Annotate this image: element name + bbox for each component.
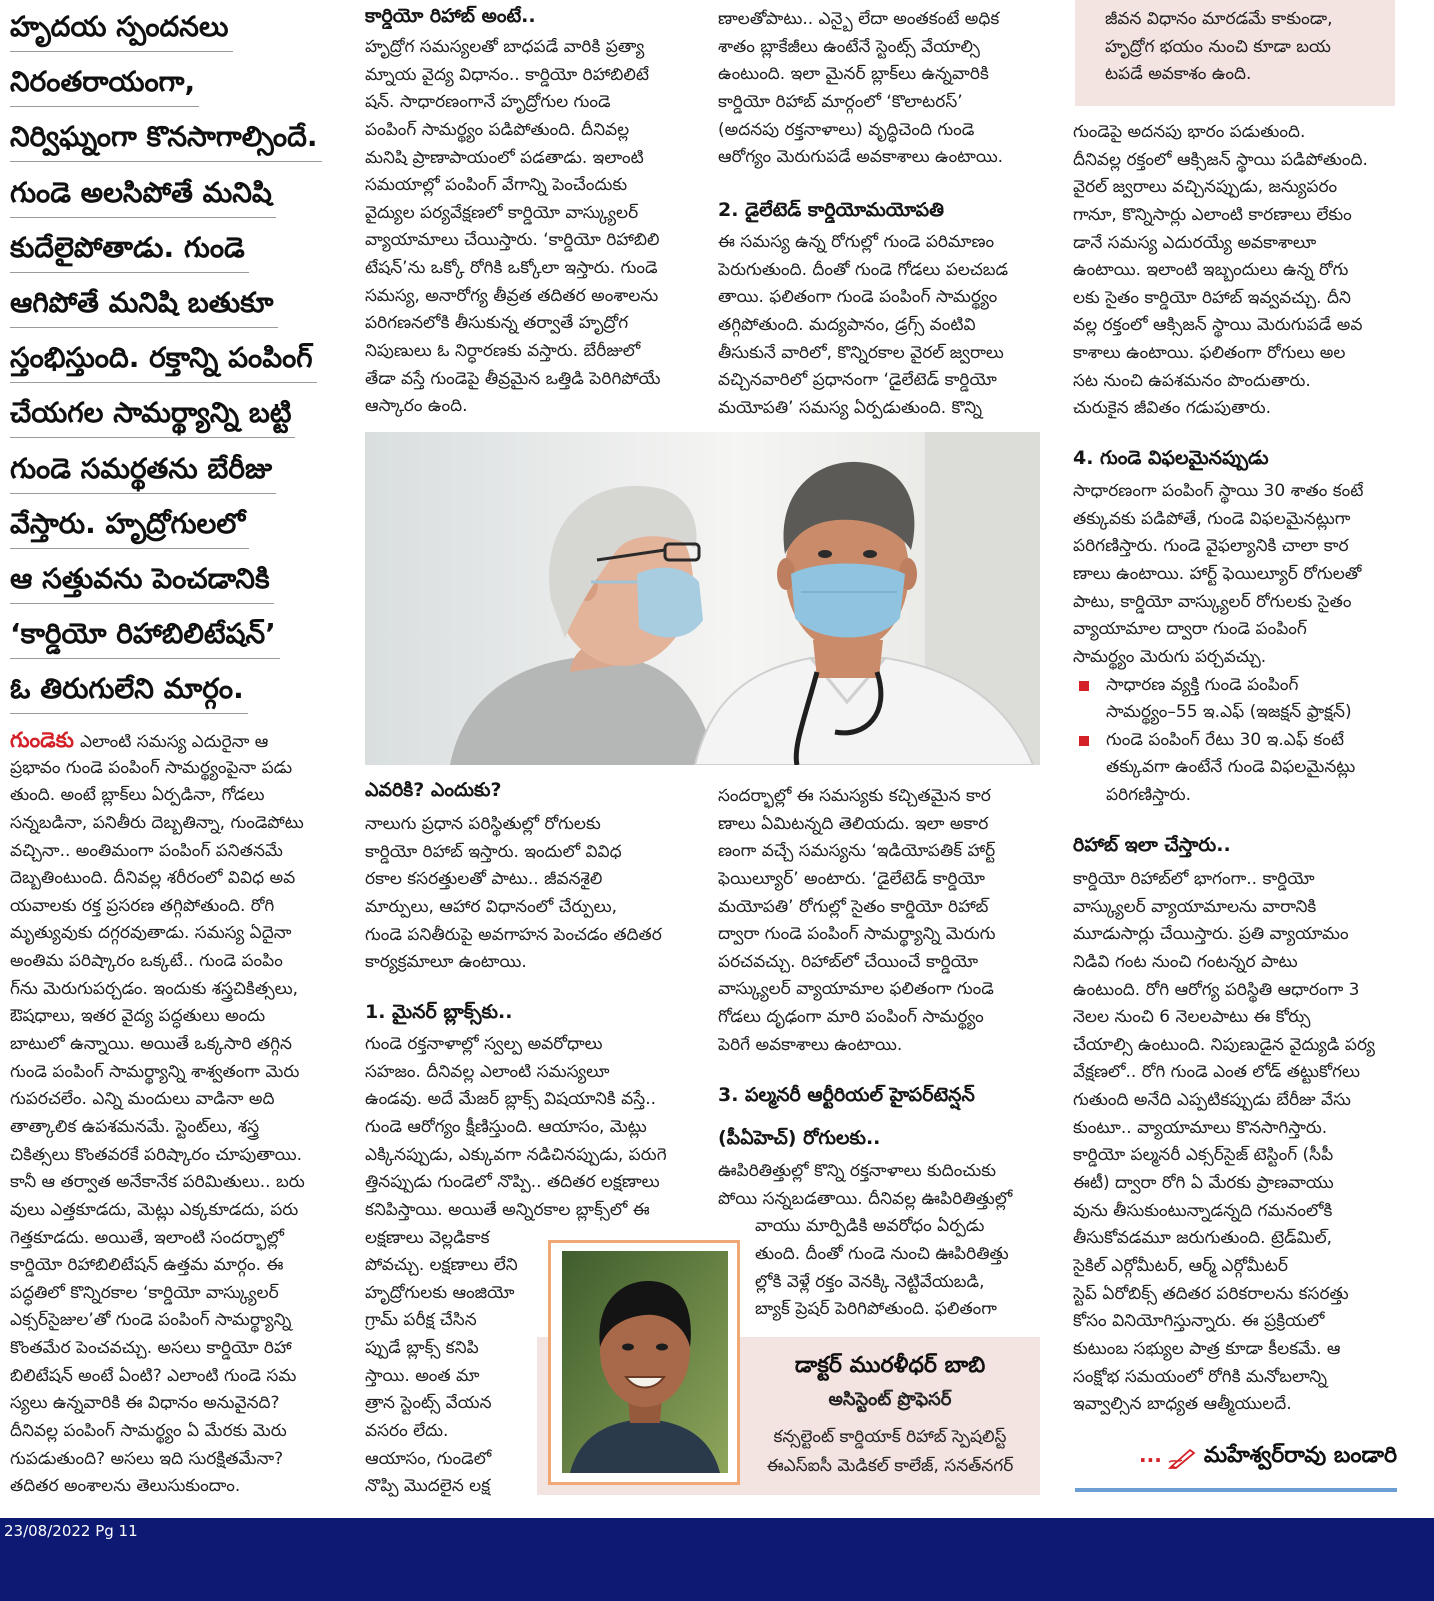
text-line: గుండె పనితీరుపై అవగాహన పెంచడం తదితర: [365, 924, 662, 945]
text-line: పెరిగే అవకాశాలు ఉంటాయి.: [718, 1034, 903, 1055]
text-line: గోడలు దృఢంగా మారి పంపింగ్ సామర్థ్యం: [718, 1007, 984, 1028]
text-line: సైకిల్ ఎర్గోమీటర్, ఆర్మ్ ఎర్గోమీటర్: [1073, 1255, 1288, 1276]
text-line: డానే సమస్య ఎదురయ్యే అవకాశాలూ: [1073, 232, 1317, 253]
portrait-eye-left: [622, 1344, 634, 1351]
text-line: కొంతమేర పెంచవచ్చు. అసలు కార్డియో రిహా: [10, 1338, 292, 1359]
text-line: ఆయాసం, గుండెలో: [365, 1448, 492, 1469]
text-line: తాయి. ఫలితంగా గుండె పంపింగ్ సామర్థ్యం: [718, 287, 998, 308]
text-line: దెబ్బతింటుంది. దీనివల్ల శరీరంలో వివిధ అవ: [10, 868, 296, 889]
section-heading-how-rehab: రిహాబ్ ఇలా చేస్తారు..: [1073, 834, 1231, 856]
portrait-eye-right: [656, 1344, 668, 1351]
byline-prefix: ...: [1139, 1443, 1162, 1467]
what-is-body: [365, 34, 691, 421]
dcm-body: [718, 229, 1044, 422]
sidebar-box: [1075, 0, 1395, 106]
text-line: ఉంటాయి. ఇలాంటి ఇబ్బందులు ఉన్న రోగు: [1073, 260, 1349, 281]
text-line: మయోపతి’ రోగుల్లో సైతం కార్డియో రిహాబ్: [718, 896, 989, 917]
text-line: పోవచ్చు. లక్షణాలు లేని: [365, 1255, 518, 1276]
text-line: కనిపిస్తాయి. అయితే అన్నిరకాల బ్లాక్స్‌లో ఈ: [365, 1199, 650, 1220]
text-line: తీసుకోవడమూ జరుగుతుంది. ట్రెడ్‌మిల్,: [1073, 1228, 1333, 1249]
text-line: పద్ధతిలో కొన్నిరకాల ‘కార్డియో వాస్క్యులర్: [10, 1282, 279, 1303]
text-line: ఉండవు. అదే మేజర్ బ్లాక్స్ విషయానికి వస్తే..: [365, 1089, 657, 1110]
text-line: పంపింగ్ సామర్థ్యం పడిపోతుంది. దీనివల్ల: [365, 119, 630, 140]
text-line: తీసుకునే వారిలో, కొన్నిరకాల వైరల్ జ్వరాలు: [718, 342, 1004, 363]
text-line: వైద్యుల పర్యవేక్షణలో కార్డియో వాస్క్యులర్: [365, 202, 639, 223]
headline-line: హృదయ స్పందనలు: [10, 7, 233, 52]
text-line: మృత్యువుకు దగ్గరవుతాడు. సమస్య ఏదైనా: [10, 923, 292, 944]
bullet-line: తక్కువగా ఉంటేనే గుండె విఫలమైనట్లు: [1106, 757, 1356, 778]
text-line: నిపుణులు ఓ నిర్ధారణకు వస్తారు. బేరీజులో: [365, 341, 641, 362]
text-line: గుపరచలేం. ఎన్ని మందులు వాడినా అది: [10, 1089, 275, 1110]
text-line: పరచవచ్చు. రిహాబ్‌లో చేయించే కార్డియో: [718, 951, 979, 972]
headline-line: నిర్విఘ్నంగా కొనసాగాల్సిందే.: [10, 117, 322, 162]
heart-failure-bullets: [1073, 672, 1397, 810]
text-line: గుపడుతుంది? అసలు ఇది సురక్షితమేనా?: [10, 1448, 284, 1469]
doctor-eye-right: [863, 550, 877, 558]
text-line: అంతిమ పరిష్కారం ఒక్కటే.. గుండె పంపిం: [10, 951, 283, 972]
doctor-eye-left: [818, 550, 832, 558]
text-line: జీవన విధానం మారడమే కాకుండా,: [1105, 9, 1333, 29]
text-line: తగ్గిపోతుంది. మద్యపానం, డ్రగ్స్ వంటివి: [718, 314, 976, 335]
text-line: గుండె ఆరోగ్యం క్షీణిస్తుంది. ఆయాసం, మెట్లు: [365, 1116, 647, 1137]
heart-failure-body: [1073, 478, 1397, 671]
text-line: సహజం. దీనివల్ల ఎలాంటి సమస్యలూ: [365, 1061, 610, 1082]
text-line: కానీ ఆ తర్వాత అనేకానేక పరిమితులు.. బరు: [10, 1172, 305, 1193]
byline: [1139, 1440, 1397, 1470]
pen-icon: [1168, 1447, 1198, 1469]
text-line: ఫెయిల్యూర్’ అంటారు. ‘డైలేటెడ్ కార్డియో: [718, 868, 985, 889]
text-line: వచ్చినా.. అంతిమంగా పంపింగ్ పనితనమే: [10, 840, 283, 861]
text-line: కుటుంబ సభ్యుల పాత్ర కూడా కీలకమే. ఆ: [1073, 1338, 1341, 1359]
text-line: సామర్థ్యం మెరుగు పర్చవచ్చు.: [1073, 646, 1267, 667]
byline-name: మహేశ్వర్‌రావు బండారి: [1203, 1443, 1397, 1468]
text-line: ఉంటుంది. రోగి ఆరోగ్య పరిస్థితి ఆధారంగా 3: [1073, 979, 1360, 1000]
patient-mask: [637, 568, 703, 638]
section-heading-what-is: కార్డియో రిహాబ్ అంటే..: [365, 5, 536, 27]
text-line: బిలిటేషన్ అంటే ఏంటి? ఎలాంటి గుండె సమ: [10, 1365, 297, 1386]
pah-body-indented: [718, 1213, 1044, 1324]
intro-headline: [10, 7, 332, 724]
text-line: ణంగా వచ్చే సమస్యను ‘ఇడియోపతిక్ హార్ట్: [718, 841, 996, 862]
how-rehab-body: [1073, 866, 1397, 1419]
text-line: తక్కువకు పడిపోతే, గుండె విఫలమైనట్లుగా: [1073, 508, 1351, 529]
text-line: వాయు మార్పిడికి అవరోధం ఏర్పడు: [755, 1216, 985, 1237]
text-line: శాతం బ్లాకేజీలు ఉంటేనే స్టెంట్స్ వేయాల్సి: [718, 36, 980, 57]
doctor-mask: [791, 564, 905, 638]
text-line: మయోపతి’ సమస్య ఏర్పడుతుంది. కొన్ని: [718, 397, 982, 418]
text-line: ణాలు ఏమిటన్నది తెలియదు. ఇలా అకార: [718, 813, 989, 834]
text-line: చికిత్సలు కొంతవరకే పరిష్కారం చూపుతాయి.: [10, 1144, 303, 1165]
lead-line: [10, 727, 332, 755]
text-line: తాత్కాలిక ఉపశమనమే. స్టెంట్‌లు, శస్త్ర: [10, 1116, 260, 1137]
headline-line: కుదేలైపోతాడు. గుండె: [10, 228, 249, 273]
text-line: హృద్రోగులకు ఆంజియో: [365, 1282, 515, 1303]
text-line: కార్డియో రిహాబ్ ఇస్తారు. ఇందులో వివిధ: [365, 841, 622, 862]
text-line: యవాలకు రక్త ప్రసరణ తగ్గిపోతుంది. రోగి: [10, 895, 275, 916]
footer-bar: [0, 1518, 1434, 1601]
text-line: త్రాన స్టెంట్స్ వేయన: [365, 1393, 492, 1414]
text-line: సమయాల్లో పంపింగ్ వేగాన్ని పెంచేందుకు: [365, 175, 628, 196]
text-line: పోయి సన్నబడతాయి. దీనివల్ల ఊపిరితిత్తుల్లో: [718, 1188, 1013, 1209]
doctor-patient-photo: [365, 432, 1040, 765]
text-line: వసరం లేదు.: [365, 1420, 449, 1441]
text-line: నొప్పి మొదలైన లక్ష: [365, 1476, 491, 1497]
text-line: గానూ, కొన్నిసార్లు ఎలాంటి కారణాలు లేకుం: [1073, 204, 1352, 225]
bullet-line: గుండె పంపింగ్ రేటు 30 ఇ.ఎఫ్ కంటే: [1106, 729, 1344, 750]
text-line: పాటు, కార్డియో వాస్క్యులర్ రోగులకు సైతం: [1073, 591, 1352, 612]
byline-rule: [1075, 1488, 1397, 1492]
lead-rest: ఎలాంటి సమస్య ఎదురైనా ఆ: [79, 732, 269, 752]
text-line: మూడుసార్లు చేయిస్తారు. ప్రతి వ్యాయామం: [1073, 924, 1349, 945]
text-line: కార్డియో రిహాబిలిటేషన్ ఉత్తమ మార్గం. ఈ: [10, 1255, 284, 1276]
minor-blocks-continued: [718, 6, 1044, 172]
text-line: నెలల నుంచి 6 నెలలపాటు ఈ కోర్సు: [1073, 1007, 1311, 1028]
who-body: [365, 811, 691, 977]
text-line: (అదనపు రక్తనాళాలు) వృద్ధిచెంది గుండె: [718, 119, 975, 140]
expert-portrait: [548, 1240, 740, 1485]
section-heading-heart-failure: 4. గుండె విఫలమైనప్పుడు: [1073, 447, 1269, 469]
text-line: మార్పులు, ఆహార విధానంలో చేర్పులు,: [365, 896, 617, 917]
text-line: నాలుగు ప్రధాన పరిస్థితుల్లో రోగులకు: [365, 814, 601, 834]
text-line: దీనివల్ల రక్తంలో ఆక్సిజన్ స్థాయి పడిపోతుంది.: [1073, 149, 1368, 170]
text-line: కాశాలు ఉంటాయి. ఫలితంగా రోగులు అల: [1073, 343, 1346, 364]
text-line: కుంటూ.. వ్యాయామాలు కొనసాగిస్తారు.: [1073, 1117, 1328, 1138]
headline-line: ఓ తిరుగులేని మార్గం.: [10, 669, 248, 714]
text-line: వ్యాయామాలు చేయిస్తారు. ‘కార్డియో రిహాబిలి: [365, 230, 660, 251]
text-line: మనిషి ప్రాణాపాయంలో పడతాడు. ఇలాంటి: [365, 147, 644, 168]
text-line: వైరల్ జ్వరాలు వచ్చినప్పుడు, జన్యుపరం: [1073, 177, 1338, 198]
minor-blocks-body: [365, 1031, 691, 1224]
text-line: కార్డియో రిహాబ్ మార్గంలో ‘కొలాటరస్’: [718, 91, 963, 112]
text-line: స్యలు ఉన్నవారికి ఈ విధానం అనువైనది?: [10, 1393, 280, 1414]
intro-body-lines: [10, 755, 332, 1501]
text-line: ఎక్సర్‌సైజుల’తో గుండె పంపింగ్ సామర్థ్యాన్ని: [10, 1310, 292, 1331]
pen-icon-body: [1172, 1450, 1194, 1468]
expert-name: డాక్టర్ మురళీధర్ బాబి: [794, 1353, 986, 1378]
bullet-line: పరిగణిస్తారు.: [1106, 785, 1192, 806]
minor-blocks-body-narrow: [365, 1225, 537, 1501]
text-line: త్తినప్పుడు గుండెలో నొప్పి.. తదితర లక్షణాలు: [365, 1172, 660, 1193]
text-line: ద్వారా గుండె పంపింగ్ సామర్థ్యాన్ని మెరుగు: [718, 924, 996, 945]
text-line: సన్నబడినా, పనితీరు దెబ్బతిన్నా, గుండెపోటు: [10, 812, 304, 833]
sidebar-box-text: [1105, 6, 1391, 89]
text-line: ఆస్కారం ఉంది.: [365, 396, 468, 417]
text-line: వును తీసుకుంటున్నాడన్నది గమనంలోకి: [1073, 1200, 1333, 1221]
text-line: నిడివి గంట నుంచి గంటన్నర పాటు: [1073, 951, 1298, 972]
text-line: సట నుంచి ఉపశమనం పొందుతారు.: [1073, 370, 1311, 391]
text-line: ఈ సమస్య ఉన్న రోగుల్లో గుండె పరిమాణం: [718, 232, 995, 252]
text-line: గుతుంది అనేది ఎప్పటికప్పుడు బేరీజు వేసు: [1073, 1090, 1351, 1111]
pah-body: [718, 1158, 1044, 1213]
bullet-text: [1106, 672, 1397, 727]
column-4: [1073, 0, 1397, 1510]
text-line: స్టెప్ ఏరోబిక్స్ తదితర పరికరాలను కసరత్తు: [1073, 1283, 1349, 1304]
doctor-patient-illustration: [365, 432, 1040, 765]
text-line: గ్‌ను మెరుగుపర్చడం. ఇందుకు శస్త్రచికిత్సలు,: [10, 978, 299, 999]
intro-body: [10, 727, 332, 1501]
text-line: గెత్తకూడదు. అయితే, ఇలాంటి సందర్భాల్లో: [10, 1227, 284, 1248]
bullet-marker: [1079, 681, 1089, 691]
text-line: ప్రభావం గుండె పంపింగ్ సామర్థ్యంపైనా పడు: [10, 757, 293, 778]
text-line: కార్డియో రిహాబ్‌లో భాగంగా.. కార్డియో: [1073, 869, 1315, 889]
bullet-marker: [1079, 736, 1089, 746]
bullet-item: [1073, 727, 1397, 810]
headline-line: ‘కార్డియో రిహాబిలిటేషన్’: [10, 614, 280, 659]
pah-heading-line: (పీఏహెచ్) రోగులకు..: [718, 1127, 881, 1149]
headline-line: గుండె అలసిపోతే మనిషి: [10, 173, 276, 218]
column-1: [10, 0, 332, 1510]
section-heading-minor-blocks: 1. మైనర్ బ్లాక్స్‌కు..: [365, 1001, 513, 1023]
lead-word: గుండెకు: [10, 728, 74, 752]
pah-heading-line: 3. పల్మనరీ ఆర్టీరియల్ హైపర్‌టెన్షన్: [718, 1084, 975, 1106]
headline-line: ఆ సత్తువను పెంచడానికి: [10, 559, 274, 604]
text-line: గుండె పంపింగ్ సామర్థ్యాన్ని శాశ్వతంగా మెరు: [10, 1061, 300, 1082]
expert-title: అసిస్టెంట్ ప్రొఫెసర్: [828, 1389, 952, 1410]
text-line: సమస్య, అనారోగ్య తీవ్రత తదితర అంశాలను: [365, 285, 659, 306]
text-line: కార్యక్రమాలూ ఉంటాయి.: [365, 952, 527, 973]
text-line: ఊపిరితిత్తుల్లో కొన్ని రక్తనాళాలు కుదించుకు: [718, 1161, 996, 1181]
text-line: వల్ల రక్తంలో ఆక్సిజన్ స్థాయి మెరుగుపడే అవ: [1073, 315, 1363, 336]
text-line: తేడా వస్తే గుండెపై తీవ్రమైన ఒత్తిడి పెరిగిపోయే: [365, 368, 661, 389]
text-line: ఎక్కినప్పుడు, ఎక్కువగా నడిచినప్పుడు, పరుగె: [365, 1144, 667, 1165]
text-line: హృద్రోగ సమస్యలతో బాధపడే వారికి ప్రత్యా: [365, 37, 645, 57]
text-line: వులు ఎత్తకూడదు, మెట్లు ఎక్కకూడదు, పరు: [10, 1199, 299, 1220]
bullet-line: సాధారణ వ్యక్తి గుండె పంపింగ్: [1106, 674, 1299, 695]
text-line: ణాలు ఉంటాయి. హార్ట్ ఫెయిల్యూర్ రోగులతో: [1073, 563, 1362, 584]
text-line: టపడే అవకాశం ఉంది.: [1105, 64, 1252, 85]
text-line: తదితర అంశాలను తెలుసుకుందాం.: [10, 1476, 241, 1497]
text-line: సందర్భాల్లో ఈ సమస్యకు కచ్చితమైన కార: [718, 786, 991, 806]
text-line: చేయాల్సి ఉంటుంది. నిపుణుడైన వైద్యుడి పర్య: [1073, 1034, 1375, 1055]
section-heading-pah: [718, 1074, 1044, 1160]
text-line: గ్రామ్ పరీక్ష చేసిన: [365, 1310, 477, 1331]
text-line: తుంది. దీంతో గుండె నుంచి ఊపిరితిత్తు: [755, 1243, 1009, 1264]
bullet-line: సామర్థ్యం–55 ఇ.ఎఫ్ (ఇజక్షన్ ఫ్రాక్షన్): [1106, 702, 1352, 723]
headline-line: గుండె సమర్థతను బేరీజు: [10, 449, 276, 494]
text-line: సంక్షోభ సమయంలో రోగికి మనోబలాన్ని: [1073, 1366, 1327, 1387]
date-page-label: 23/08/2022 Pg 11: [4, 1522, 138, 1540]
text-line: వాస్క్యులర్ వ్యాయామాల ఫలితంగా గుండె: [718, 979, 994, 1000]
text-line: బాటులో ఉన్నాయి. అయితే ఒక్కసారి తగ్గిన: [10, 1034, 292, 1055]
dcm-body-continued: [718, 783, 1044, 1059]
text-line: చురుకైన జీవితం గడుపుతారు.: [1073, 398, 1272, 419]
text-line: ఉంటుంది. ఇలా మైనర్ బ్లాక్‌లు ఉన్నవారికి: [718, 64, 989, 85]
text-line: టేషన్’ను ఒక్కో రోగికి ఒక్కోలా ఇస్తారు. గుండె: [365, 258, 658, 279]
expert-role: కన్సల్టెంట్ కార్డియాక్ రిహాబ్ స్పెషలిస్ట్: [773, 1427, 1007, 1447]
headline-line: వేస్తారు. హృద్రోగులలో: [10, 504, 249, 549]
text-line: కార్డియో పల్మనరీ ఎక్సర్‌సైజ్ టెస్టింగ్ (సీపీ: [1073, 1145, 1334, 1166]
text-line: వ్యాయామాల ద్వారా గుండె పంపింగ్: [1073, 619, 1307, 640]
text-line: గుండెపై అదనపు భారం పడుతుంది.: [1073, 122, 1306, 142]
text-line: స్తాయి. అంత మా: [365, 1365, 480, 1386]
text-line: ఈటీ) ద్వారా రోగి ఏ మేరకు ప్రాణవాయు: [1073, 1173, 1334, 1194]
text-line: సాధారణంగా పంపింగ్ స్థాయి 30 శాతం కంటే: [1073, 481, 1364, 501]
text-line: ఔషధాలు, ఇతర వైద్య పద్ధతులు అందు: [10, 1006, 266, 1027]
text-line: వేక్షణలో.. రోగి గుండె ఎంత లోడ్ తట్టుకోగలు: [1073, 1062, 1360, 1083]
text-line: షన్. సాధారణంగానే హృద్రోగుల గుండె: [365, 92, 611, 113]
headline-line: స్తంభిస్తుంది. రక్తాన్ని పంపింగ్: [10, 338, 317, 383]
text-line: దీనివల్ల పంపింగ్ సామర్థ్యం ఏ మేరకు మెరు: [10, 1421, 287, 1442]
headline-line: ఆగిపోతే మనిషి బతుకూ: [10, 283, 278, 328]
bullet-text: [1106, 727, 1397, 810]
expert-portrait-illustration: [562, 1251, 728, 1473]
bullet-item: [1073, 672, 1397, 727]
text-line: హృద్రోగ భయం నుంచి కూడా బయ: [1105, 36, 1331, 57]
text-line: కోసం వినియోగిస్తున్నారు. ఈ ప్రక్రియలో: [1073, 1311, 1325, 1332]
text-line: తుంది. అంటే బ్లాక్‌లు ఏర్పడినా, గోడలు: [10, 785, 265, 806]
text-line: పరిగణిస్తారు. గుండె వైఫల్యానికి చాలా కార: [1073, 536, 1349, 557]
headline-line: నిరంతరాయంగా,: [10, 62, 199, 107]
text-line: మ్నాయ వైద్య విధానం.. కార్డియో రిహాబిలిటే: [365, 64, 649, 85]
text-line: ల్లోకి వెళ్లే రక్తం వెనక్కి నెట్టివేయబడి,: [755, 1271, 985, 1292]
pah-body-continued: [1073, 119, 1397, 423]
text-line: పరిగణనలోకి తీసుకున్న తర్వాతే హృద్రోగ: [365, 313, 629, 334]
expert-institution: ఈఎస్ఐసీ మెడికల్ కాలేజ్, సనత్‌నగర్: [766, 1456, 1014, 1476]
text-line: ప్పుడే బ్లాక్స్ కనిపి: [365, 1338, 479, 1359]
text-line: ఆరోగ్యం మెరుగుపడే అవకాశాలు ఉంటాయి.: [718, 147, 1004, 168]
text-line: గుండె రక్తనాళాల్లో స్వల్ప అవరోధాలు: [365, 1034, 603, 1054]
text-line: పెరుగుతుంది. దీంతో గుండె గోడలు పలచబడ: [718, 259, 1009, 280]
text-line: వాస్క్యులర్ వ్యాయామాలను వారానికి: [1073, 896, 1317, 917]
section-heading-who: ఎవరికి? ఎందుకు?: [365, 779, 502, 801]
text-line: ణాలతోపాటు.. ఎన్బై లేదా అంతకంటే అధిక: [718, 9, 1000, 29]
text-line: ఇవ్వాల్సిన బాధ్యత ఆత్మీయులదే.: [1073, 1394, 1292, 1415]
text-line: లకు సైతం కార్డియో రిహాబ్ ఇవ్వవచ్చు. దీని: [1073, 287, 1351, 308]
text-line: లక్షణాలు వెల్లడికాక: [365, 1227, 490, 1248]
headline-line: చేయగల సామర్థ్యాన్ని బట్టి: [10, 393, 295, 438]
text-line: బ్యాక్ ప్రెషర్ పెరిగిపోతుంది. ఫలితంగా: [755, 1299, 997, 1320]
section-heading-dilated-cardiomyopathy: 2. డైలేటెడ్ కార్డియోమయోపతి: [718, 199, 945, 221]
text-line: వచ్చినవారిలో ప్రధానంగా ‘డైలేటెడ్ కార్డియో: [718, 370, 997, 391]
text-line: రకాల కసరత్తులతో పాటు.. జీవనశైలి: [365, 869, 603, 890]
